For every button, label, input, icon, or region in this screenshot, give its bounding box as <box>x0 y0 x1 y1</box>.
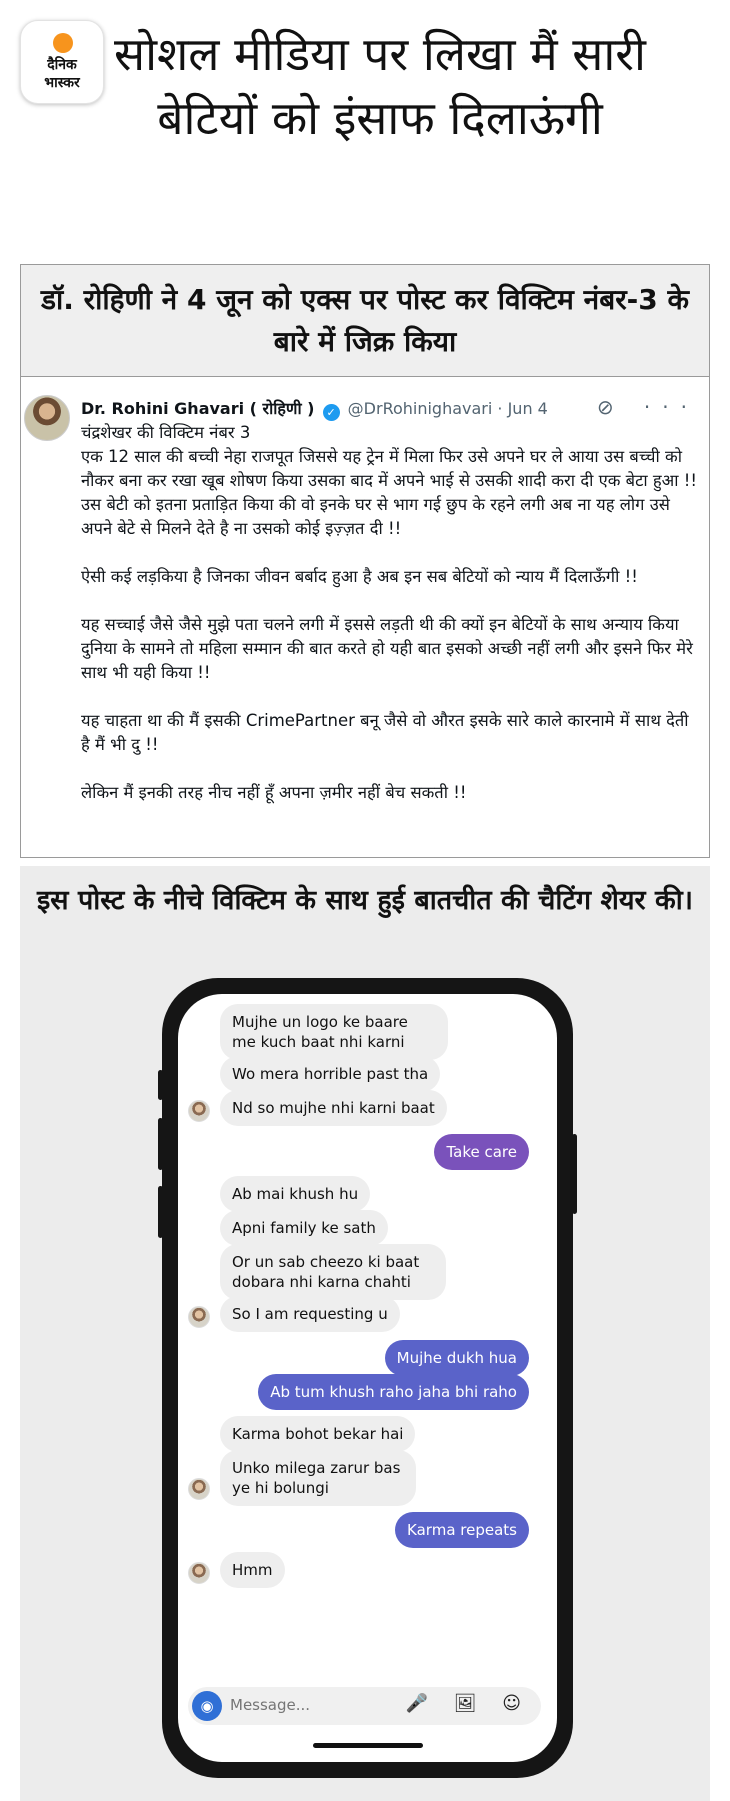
tweet-paragraph: यह सच्चाई जैसे जैसे मुझे पता चलने लगी में इससे लड़ती थी की क्यों इन बेटियों के साथ अन्याय किया दुनिया के सामने तो महिला सम्मान की बात करते हो यही बात इसको अच्छी नहीं लगी और इसने फिर मेरे साथ भी यही किया !! <box>81 615 693 682</box>
phone-power-button <box>572 1134 577 1214</box>
tweet-paragraph: उस बेटी को इतना प्रताड़ित किया की वो इनके घर से भाग गई छुप के रहने लगी अब ना यह लोग उसे अपने बेटे से मिलने देते है ना उसको कोई इज़्ज़त दी !! <box>81 495 670 538</box>
incoming-message[interactable]: Hmm <box>220 1552 285 1588</box>
incoming-message[interactable]: Apni family ke sath <box>220 1210 388 1246</box>
outgoing-message[interactable]: Karma repeats <box>395 1512 529 1548</box>
incoming-message[interactable]: Or un sab cheezo ki baat dobara nhi karna chahti <box>220 1244 446 1300</box>
tweet-section-caption: डॉ. रोहिणी ने 4 जून को एक्स पर पोस्ट कर विक्टिम नंबर-3 के बारे में जिक्र किया <box>21 265 709 377</box>
tweet-paragraph: ऐसी कई लड़किया है जिनका जीवन बर्बाद हुआ है अब इन सब बेटियों को न्याय मैं दिलाऊँगी !! <box>81 567 638 586</box>
incoming-message[interactable]: Unko milega zarur bas ye hi bolungi <box>220 1450 416 1506</box>
message-composer <box>188 1687 541 1725</box>
phone-volume-up-button <box>158 1118 163 1170</box>
logo-sun-icon <box>53 33 73 53</box>
incoming-message[interactable]: So I am requesting u <box>220 1296 400 1332</box>
tweet-header <box>81 397 699 423</box>
tweet-paragraph: एक 12 साल की बच्ची नेहा राजपूत जिससे यह ट्रेन में मिला फिर उसे अपने घर ले आया उस बच्ची को नौकर बना कर रखा खूब शोषण किया उसका बाद में अपने भाई से उसकी शादी करा दी एक बेटा हुआ !! <box>81 447 697 490</box>
chat-screen <box>178 994 557 1762</box>
phone-side-button <box>158 1070 163 1100</box>
sender-avatar <box>188 1306 210 1328</box>
phone-volume-down-button <box>158 1186 163 1238</box>
chat-section <box>20 866 710 1801</box>
tweet-actions-icons[interactable]: ⊘ ··· <box>596 395 699 419</box>
message-input[interactable] <box>230 1696 390 1714</box>
sender-avatar <box>188 1562 210 1584</box>
incoming-message[interactable]: Mujhe un logo ke baare me kuch baat nhi karni <box>220 1004 448 1060</box>
outgoing-message[interactable]: Ab tum khush raho jaha bhi raho <box>258 1374 529 1410</box>
tweet-paragraph: चंद्रशेखर की विक्टिम नंबर 3 <box>81 423 251 442</box>
outgoing-message[interactable]: Take care <box>434 1134 529 1170</box>
phone-frame <box>162 978 573 1778</box>
tweet-paragraph: लेकिन मैं इनकी तरह नीच नहीं हूँ अपना ज़मीर नहीं बेच सकती !! <box>81 783 467 802</box>
page-headline: सोशल मीडिया पर लिखा मैं सारी बेटियों को इंसाफ दिलाऊंगी <box>114 27 646 145</box>
tweet-section <box>20 264 710 858</box>
author-handle-date[interactable]: @DrRohinighavari · Jun 4 <box>347 399 548 418</box>
sender-avatar <box>188 1100 210 1122</box>
outgoing-message[interactable]: Mujhe dukh hua <box>385 1340 529 1376</box>
incoming-message[interactable]: Karma bohot bekar hai <box>220 1416 415 1452</box>
sender-avatar <box>188 1478 210 1500</box>
incoming-message[interactable]: Wo mera horrible past tha <box>220 1056 440 1092</box>
chat-section-caption: इस पोस्ट के नीचे विक्टिम के साथ हुई बातचीत की चैटिंग शेयर की। <box>37 885 693 916</box>
verified-badge-icon: ✓ <box>323 404 340 421</box>
dainik-bhaskar-logo <box>20 20 104 104</box>
composer-actions-icons[interactable]: 🎤 🖼 ☺ <box>405 1693 531 1714</box>
incoming-message[interactable]: Ab mai khush hu <box>220 1176 370 1212</box>
author-name[interactable]: Dr. Rohini Ghavari ( रोहिणी ) <box>81 399 315 418</box>
logo-line-2: भास्कर <box>44 75 80 91</box>
camera-icon[interactable]: ◉ <box>192 1691 222 1721</box>
tweet-text <box>81 421 701 805</box>
author-avatar[interactable] <box>24 395 70 441</box>
incoming-message[interactable]: Nd so mujhe nhi karni baat <box>220 1090 447 1126</box>
tweet-paragraph: यह चाहता था की मैं इसकी CrimePartner बनू जैसे वो औरत इसके सारे काले कारनामे में साथ देती है मैं भी दु !! <box>81 711 689 754</box>
home-indicator <box>313 1743 423 1748</box>
logo-line-1: दैनिक <box>47 57 77 73</box>
